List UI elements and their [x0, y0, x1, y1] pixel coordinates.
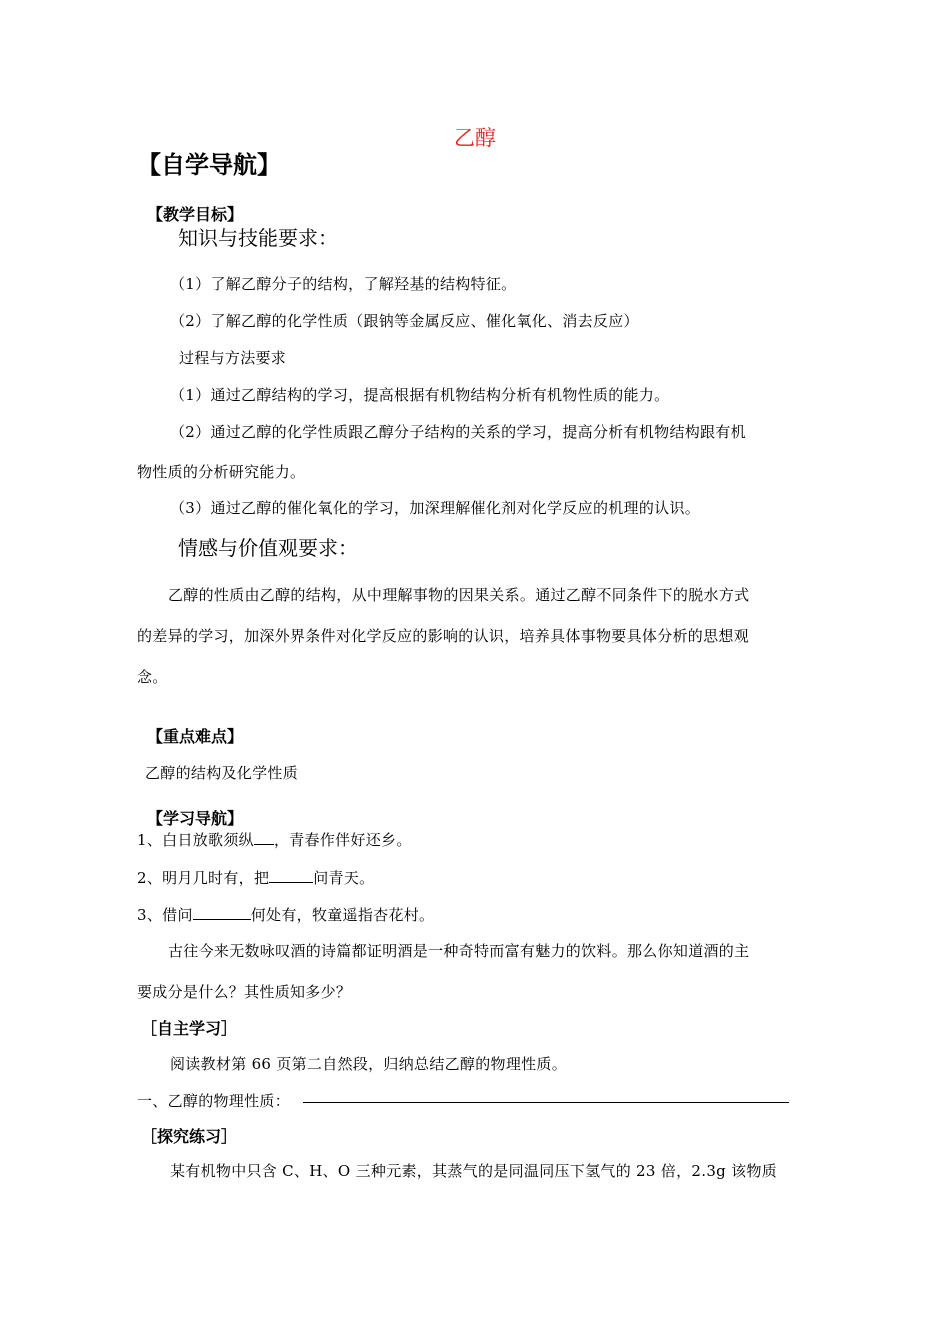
knowledge-item-1: （1）了解乙醇分子的结构，了解羟基的结构特征。 — [170, 275, 517, 293]
self-study-heading: ［自主学习］ — [141, 1019, 238, 1038]
knowledge-item-2: （2）了解乙醇的化学性质（跟钠等金属反应、催化氧化、消去反应） — [170, 312, 639, 330]
values-heading: 情感与价值观要求： — [178, 536, 358, 560]
poem-question-1-start: 1、白日放歌须纵 — [137, 831, 254, 849]
objectives-heading: 【教学目标】 — [147, 205, 244, 224]
physical-properties-label: 一、乙醇的物理性质： — [137, 1092, 291, 1110]
blank-3[interactable] — [193, 918, 251, 920]
exercise-text: 某有机物中只含 C、H、O 三种元素，其蒸气的是同温同压下氢气的 23 倍，2.3g 该物质 — [170, 1162, 778, 1180]
values-line-3: 念。 — [137, 668, 168, 686]
self-study-instruction: 阅读教材第 66 页第二自然段，归纳总结乙醇的物理性质。 — [170, 1055, 568, 1073]
process-item-2-cont: 物性质的分析研究能力。 — [137, 463, 306, 481]
document-title: 乙醇 — [454, 126, 496, 150]
poem-question-3 — [137, 904, 434, 925]
intro-line-1: 古往今来无数咏叹酒的诗篇都证明酒是一种奇特而富有魅力的饮料。那么你知道酒的主 — [168, 942, 750, 960]
values-line-2: 的差异的学习，加深外界条件对化学反应的影响的认识，培养具体事物要具体分析的思想观 — [137, 627, 750, 645]
process-heading: 过程与方法要求 — [179, 349, 287, 367]
key-points-text: 乙醇的结构及化学性质 — [145, 764, 299, 782]
process-item-3: （3）通过乙醇的催化氧化的学习，加深理解催化剂对化学反应的机理的认识。 — [170, 499, 701, 517]
poem-question-2-start: 2、明月几时有，把 — [137, 869, 270, 887]
poem-question-3-end: 何处有，牧童遥指杏花村。 — [250, 906, 435, 924]
values-line-1: 乙醇的性质由乙醇的结构，从中理解事物的因果关系。通过乙醇不同条件下的脱水方式 — [168, 586, 750, 604]
poem-question-1-end: ，青春作伴好还乡。 — [273, 831, 412, 849]
blank-2[interactable] — [269, 881, 313, 883]
key-points-heading: 【重点难点】 — [147, 727, 244, 746]
guide-heading: 【学习导航】 — [147, 809, 244, 828]
blank-1[interactable] — [254, 843, 274, 845]
section-heading-self-study-guide: 【自学导航】 — [137, 151, 281, 179]
poem-question-2-end: 问青天。 — [313, 869, 375, 887]
exercise-heading: ［探究练习］ — [141, 1127, 238, 1146]
poem-question-1 — [137, 829, 412, 850]
poem-question-3-start: 3、借问 — [137, 906, 193, 924]
process-item-1: （1）通过乙醇结构的学习，提高根据有机物结构分析有机物性质的能力。 — [170, 386, 670, 404]
poem-question-2 — [137, 867, 374, 888]
knowledge-heading: 知识与技能要求： — [178, 226, 338, 250]
physical-properties-answer-line[interactable] — [303, 1102, 789, 1103]
process-item-2: （2）通过乙醇的化学性质跟乙醇分子结构的关系的学习，提高分析有机物结构跟有机 — [170, 423, 746, 441]
intro-line-2: 要成分是什么？其性质知多少？ — [137, 983, 352, 1001]
